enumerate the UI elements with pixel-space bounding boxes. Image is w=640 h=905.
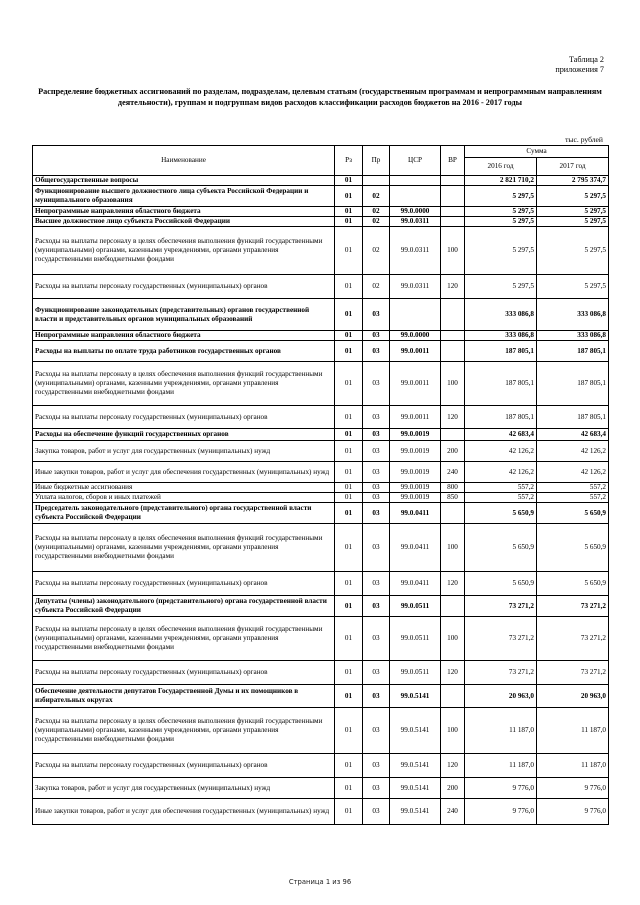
- cell-vr: 200: [441, 778, 465, 799]
- table-row: [33, 441, 609, 462]
- table-number: Таблица 2: [568, 55, 604, 64]
- col-header-2017: 2017 год: [537, 158, 609, 176]
- table-row: [33, 362, 609, 406]
- cell-rz: 01: [335, 503, 363, 524]
- cell-csr: 99.0.0511: [390, 661, 441, 685]
- cell-csr: 99.0.5141: [390, 778, 441, 799]
- cell-name: Расходы на выплаты персоналу государственных (муниципальных) органов: [33, 661, 335, 685]
- cell-pr: 03: [363, 331, 390, 341]
- cell-2017: 557,2: [537, 493, 609, 503]
- cell-pr: [363, 176, 390, 186]
- cell-pr: 03: [363, 572, 390, 596]
- cell-csr: 99.0.5141: [390, 799, 441, 825]
- cell-rz: 01: [335, 708, 363, 754]
- cell-2017: 5 650,9: [537, 524, 609, 572]
- budget-table-body: [33, 176, 609, 825]
- cell-rz: 01: [335, 341, 363, 362]
- cell-2016: 73 271,2: [465, 596, 537, 617]
- cell-rz: 01: [335, 299, 363, 331]
- cell-2017: 42 126,2: [537, 462, 609, 483]
- cell-rz: 01: [335, 493, 363, 503]
- cell-2016: 9 776,0: [465, 799, 537, 825]
- table-row: [33, 341, 609, 362]
- cell-csr: 99.0.0011: [390, 362, 441, 406]
- col-header-vr: ВР: [441, 146, 465, 176]
- cell-rz: 01: [335, 441, 363, 462]
- cell-2017: 5 297,5: [537, 275, 609, 299]
- cell-2016: 557,2: [465, 483, 537, 493]
- cell-csr: 99.0.0011: [390, 341, 441, 362]
- cell-vr: [441, 331, 465, 341]
- cell-pr: 03: [363, 778, 390, 799]
- cell-name: Функционирование законодательных (представительных) органов государственной власти и представительных органов муниципальных образований: [33, 299, 335, 331]
- cell-name: Расходы на выплаты персоналу в целях обеспечения выполнения функций государственными (муниципальными) органами, казенными учреждениями, органами управления государственными внебюджетными фондами: [33, 708, 335, 754]
- cell-rz: 01: [335, 617, 363, 661]
- table-row: [33, 406, 609, 429]
- table-row: [33, 493, 609, 503]
- cell-csr: 99.0.5141: [390, 685, 441, 708]
- cell-2017: 73 271,2: [537, 661, 609, 685]
- cell-vr: [441, 596, 465, 617]
- cell-2017: 42 683,4: [537, 429, 609, 441]
- cell-2017: 5 297,5: [537, 186, 609, 207]
- cell-csr: 99.0.0411: [390, 572, 441, 596]
- cell-vr: [441, 217, 465, 227]
- page-footer: Страница 1 из 96: [288, 878, 352, 886]
- cell-vr: 120: [441, 754, 465, 778]
- cell-2017: 5 297,5: [537, 217, 609, 227]
- cell-csr: [390, 299, 441, 331]
- cell-2017: 73 271,2: [537, 617, 609, 661]
- table-row: [33, 617, 609, 661]
- cell-vr: [441, 207, 465, 217]
- table-caption: [555, 55, 604, 75]
- cell-name: Расходы на выплаты персоналу государственных (муниципальных) органов: [33, 754, 335, 778]
- cell-pr: 03: [363, 493, 390, 503]
- budget-table: [32, 145, 609, 825]
- cell-2017: 187 805,1: [537, 362, 609, 406]
- cell-2017: 557,2: [537, 483, 609, 493]
- cell-2016: 42 126,2: [465, 462, 537, 483]
- cell-name: Непрограммные направления областного бюджета: [33, 207, 335, 217]
- cell-rz: 01: [335, 483, 363, 493]
- cell-rz: 01: [335, 275, 363, 299]
- cell-rz: 01: [335, 685, 363, 708]
- table-row: [33, 186, 609, 207]
- cell-2017: 42 126,2: [537, 441, 609, 462]
- cell-vr: 850: [441, 493, 465, 503]
- cell-2016: 5 297,5: [465, 217, 537, 227]
- cell-vr: [441, 503, 465, 524]
- cell-vr: [441, 176, 465, 186]
- cell-2016: 20 963,0: [465, 685, 537, 708]
- cell-rz: 01: [335, 429, 363, 441]
- cell-2016: 557,2: [465, 493, 537, 503]
- cell-pr: 03: [363, 341, 390, 362]
- cell-csr: [390, 176, 441, 186]
- cell-pr: 03: [363, 708, 390, 754]
- cell-csr: 99.0.5141: [390, 754, 441, 778]
- cell-vr: [441, 299, 465, 331]
- cell-pr: 02: [363, 207, 390, 217]
- table-row: [33, 799, 609, 825]
- cell-csr: 99.0.0000: [390, 207, 441, 217]
- cell-pr: 03: [363, 429, 390, 441]
- cell-name: Председатель законодательного (представительного) органа государственной власти субъекта Российской Федерации: [33, 503, 335, 524]
- cell-vr: 200: [441, 441, 465, 462]
- cell-name: Закупка товаров, работ и услуг для государственных (муниципальных) нужд: [33, 441, 335, 462]
- cell-csr: 99.0.0019: [390, 483, 441, 493]
- units-label: тыс. рублей: [565, 135, 603, 144]
- table-row: [33, 778, 609, 799]
- cell-2016: 73 271,2: [465, 617, 537, 661]
- cell-pr: 02: [363, 275, 390, 299]
- cell-pr: 03: [363, 406, 390, 429]
- cell-vr: 100: [441, 227, 465, 275]
- cell-csr: 99.0.0019: [390, 441, 441, 462]
- cell-rz: 01: [335, 596, 363, 617]
- cell-vr: 800: [441, 483, 465, 493]
- table-row: [33, 429, 609, 441]
- cell-2016: 333 086,8: [465, 299, 537, 331]
- cell-2017: 11 187,0: [537, 708, 609, 754]
- cell-name: Расходы на выплаты персоналу в целях обеспечения выполнения функций государственными (муниципальными) органами, казенными учреждениями, органами управления государственными внебюджетными фондами: [33, 227, 335, 275]
- table-row: [33, 299, 609, 331]
- cell-name: Расходы на выплаты персоналу государственных (муниципальных) органов: [33, 406, 335, 429]
- cell-rz: 01: [335, 754, 363, 778]
- cell-csr: 99.0.5141: [390, 708, 441, 754]
- cell-csr: 99.0.0019: [390, 493, 441, 503]
- cell-pr: 03: [363, 799, 390, 825]
- cell-csr: 99.0.0311: [390, 275, 441, 299]
- cell-rz: 01: [335, 217, 363, 227]
- col-header-csr: ЦСР: [390, 146, 441, 176]
- cell-2016: 5 297,5: [465, 227, 537, 275]
- cell-pr: 03: [363, 362, 390, 406]
- cell-2016: 5 297,5: [465, 186, 537, 207]
- cell-2017: 187 805,1: [537, 341, 609, 362]
- cell-vr: 120: [441, 661, 465, 685]
- cell-2017: 5 297,5: [537, 227, 609, 275]
- cell-name: Функционирование высшего должностного лица субъекта Российской Федерации и муниципального образования: [33, 186, 335, 207]
- cell-vr: [441, 341, 465, 362]
- table-row: [33, 685, 609, 708]
- cell-vr: 100: [441, 362, 465, 406]
- cell-name: Высшее должностное лицо субъекта Российской Федерации: [33, 217, 335, 227]
- table-row: [33, 176, 609, 186]
- cell-name: Непрограммные направления областного бюджета: [33, 331, 335, 341]
- cell-vr: [441, 429, 465, 441]
- cell-rz: 01: [335, 331, 363, 341]
- cell-pr: 03: [363, 617, 390, 661]
- col-header-pr: Пр: [363, 146, 390, 176]
- cell-2017: 20 963,0: [537, 685, 609, 708]
- cell-pr: 03: [363, 661, 390, 685]
- cell-pr: 02: [363, 227, 390, 275]
- cell-2017: 2 795 374,7: [537, 176, 609, 186]
- cell-name: Расходы на выплаты персоналу государственных (муниципальных) органов: [33, 572, 335, 596]
- cell-vr: [441, 685, 465, 708]
- table-row: [33, 331, 609, 341]
- cell-2017: 9 776,0: [537, 778, 609, 799]
- cell-2016: 11 187,0: [465, 708, 537, 754]
- cell-vr: 100: [441, 524, 465, 572]
- cell-rz: 01: [335, 778, 363, 799]
- cell-rz: 01: [335, 406, 363, 429]
- cell-pr: 03: [363, 685, 390, 708]
- cell-rz: 01: [335, 362, 363, 406]
- cell-name: Расходы на выплаты персоналу в целях обеспечения выполнения функций государственными (муниципальными) органами, казенными учреждениями, органами управления государственными внебюджетными фондами: [33, 362, 335, 406]
- cell-2016: 5 650,9: [465, 503, 537, 524]
- cell-vr: 120: [441, 572, 465, 596]
- cell-pr: 03: [363, 462, 390, 483]
- cell-name: Иные закупки товаров, работ и услуг для обеспечения государственных (муниципальных) нужд: [33, 462, 335, 483]
- cell-name: Иные бюджетные ассигнования: [33, 483, 335, 493]
- cell-2016: 9 776,0: [465, 778, 537, 799]
- cell-name: Закупка товаров, работ и услуг для государственных (муниципальных) нужд: [33, 778, 335, 799]
- cell-vr: 100: [441, 708, 465, 754]
- table-row: [33, 524, 609, 572]
- cell-2016: 5 650,9: [465, 572, 537, 596]
- cell-2016: 187 805,1: [465, 406, 537, 429]
- table-row: [33, 207, 609, 217]
- table-row: [33, 483, 609, 493]
- table-row: [33, 572, 609, 596]
- cell-name: Иные закупки товаров, работ и услуг для обеспечения государственных (муниципальных) нужд: [33, 799, 335, 825]
- cell-rz: 01: [335, 799, 363, 825]
- cell-pr: 02: [363, 186, 390, 207]
- cell-csr: 99.0.0011: [390, 406, 441, 429]
- table-row: [33, 596, 609, 617]
- cell-pr: 03: [363, 483, 390, 493]
- cell-2017: 187 805,1: [537, 406, 609, 429]
- table-row: [33, 503, 609, 524]
- cell-pr: 03: [363, 754, 390, 778]
- cell-name: Общегосударственные вопросы: [33, 176, 335, 186]
- cell-vr: 240: [441, 462, 465, 483]
- cell-2017: 5 650,9: [537, 503, 609, 524]
- cell-pr: 03: [363, 441, 390, 462]
- cell-csr: 99.0.0000: [390, 331, 441, 341]
- col-header-2016: 2016 год: [465, 158, 537, 176]
- cell-pr: 03: [363, 299, 390, 331]
- cell-pr: 03: [363, 503, 390, 524]
- table-row: [33, 275, 609, 299]
- cell-vr: 100: [441, 617, 465, 661]
- cell-csr: 99.0.0019: [390, 429, 441, 441]
- cell-csr: [390, 186, 441, 207]
- cell-2016: 187 805,1: [465, 341, 537, 362]
- cell-csr: 99.0.0311: [390, 217, 441, 227]
- cell-name: Уплата налогов, сборов и иных платежей: [33, 493, 335, 503]
- cell-rz: 01: [335, 572, 363, 596]
- table-row: [33, 227, 609, 275]
- cell-pr: 03: [363, 524, 390, 572]
- cell-vr: 240: [441, 799, 465, 825]
- cell-csr: 99.0.0411: [390, 524, 441, 572]
- cell-name: Депутаты (члены) законодательного (представительного) органа государственной власти субъекта Российской Федерации: [33, 596, 335, 617]
- cell-2017: 73 271,2: [537, 596, 609, 617]
- cell-2016: 333 086,8: [465, 331, 537, 341]
- cell-name: Расходы на выплаты персоналу в целях обеспечения выполнения функций государственными (муниципальными) органами, казенными учреждениями, органами управления государственными внебюджетными фондами: [33, 617, 335, 661]
- appendix-number: приложения 7: [555, 65, 604, 74]
- cell-csr: 99.0.0511: [390, 617, 441, 661]
- cell-2017: 5 650,9: [537, 572, 609, 596]
- cell-name: Расходы на выплаты по оплате труда работников государственных органов: [33, 341, 335, 362]
- cell-2017: 11 187,0: [537, 754, 609, 778]
- cell-2016: 5 650,9: [465, 524, 537, 572]
- cell-rz: 01: [335, 176, 363, 186]
- cell-csr: 99.0.0511: [390, 596, 441, 617]
- cell-csr: 99.0.0311: [390, 227, 441, 275]
- cell-name: Расходы на обеспечение функций государственных органов: [33, 429, 335, 441]
- cell-2016: 73 271,2: [465, 661, 537, 685]
- cell-2016: 5 297,5: [465, 207, 537, 217]
- cell-pr: 03: [363, 596, 390, 617]
- cell-rz: 01: [335, 207, 363, 217]
- col-header-name: Наименование: [33, 146, 335, 176]
- cell-name: Обеспечение деятельности депутатов Государственной Думы и их помощников в избирательных округах: [33, 685, 335, 708]
- cell-rz: 01: [335, 186, 363, 207]
- cell-rz: 01: [335, 462, 363, 483]
- table-row: [33, 754, 609, 778]
- cell-vr: 120: [441, 275, 465, 299]
- cell-name: Расходы на выплаты персоналу в целях обеспечения выполнения функций государственными (муниципальными) органами, казенными учреждениями, органами управления государственными внебюджетными фондами: [33, 524, 335, 572]
- col-header-rz: Рз: [335, 146, 363, 176]
- cell-name: Расходы на выплаты персоналу государственных (муниципальных) органов: [33, 275, 335, 299]
- cell-2016: 5 297,5: [465, 275, 537, 299]
- table-row: [33, 462, 609, 483]
- cell-2016: 42 126,2: [465, 441, 537, 462]
- cell-2017: 9 776,0: [537, 799, 609, 825]
- cell-2017: 333 086,8: [537, 331, 609, 341]
- cell-csr: 99.0.0411: [390, 503, 441, 524]
- cell-2016: 187 805,1: [465, 362, 537, 406]
- table-row: [33, 661, 609, 685]
- cell-vr: [441, 186, 465, 207]
- cell-vr: 120: [441, 406, 465, 429]
- cell-rz: 01: [335, 524, 363, 572]
- cell-csr: 99.0.0019: [390, 462, 441, 483]
- table-row: [33, 217, 609, 227]
- cell-rz: 01: [335, 661, 363, 685]
- cell-rz: 01: [335, 227, 363, 275]
- table-row: [33, 708, 609, 754]
- cell-2016: 42 683,4: [465, 429, 537, 441]
- document-heading: Распределение бюджетных ассигнований по разделам, подразделам, целевым статьям (государственным программам и непрограммным направлениям деятельности), группам и подгруппам видов расходов классификации расходов бюджетов на 2016 - 2017 годы: [38, 87, 602, 107]
- cell-2017: 5 297,5: [537, 207, 609, 217]
- cell-pr: 02: [363, 217, 390, 227]
- cell-2016: 11 187,0: [465, 754, 537, 778]
- cell-2016: 2 821 710,2: [465, 176, 537, 186]
- col-header-sum: Сумма: [465, 146, 609, 158]
- cell-2017: 333 086,8: [537, 299, 609, 331]
